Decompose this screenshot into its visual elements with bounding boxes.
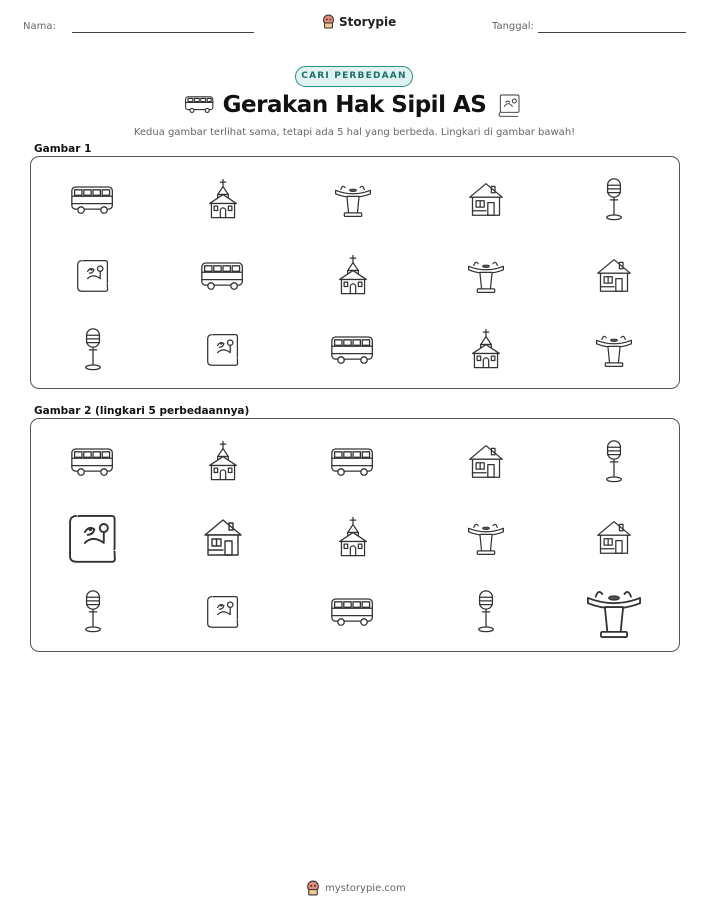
bus-icon <box>330 445 376 481</box>
church-icon <box>337 253 369 301</box>
storypie-mascot-icon <box>306 880 320 896</box>
church-icon <box>207 439 239 487</box>
church-icon <box>470 327 502 375</box>
microphone-icon <box>603 175 625 227</box>
microphone-icon <box>82 587 104 639</box>
brand-name: Storypie <box>339 14 397 29</box>
house-icon <box>468 442 504 484</box>
fountain-icon <box>584 581 644 645</box>
picture-1-panel <box>30 156 680 389</box>
name-field[interactable] <box>72 32 254 33</box>
activity-badge: CARI PERBEDAAN <box>295 66 413 87</box>
scroll-icon <box>75 256 111 298</box>
microphone-icon <box>82 325 104 377</box>
house-icon <box>596 256 632 298</box>
panel-1-label: Gambar 1 <box>34 143 92 155</box>
scroll-icon <box>496 93 522 121</box>
date-field[interactable] <box>538 32 686 33</box>
fountain-icon <box>594 329 634 373</box>
microphone-icon <box>475 587 497 639</box>
scroll-icon <box>205 592 241 634</box>
fountain-icon <box>466 517 506 561</box>
brand-logo <box>322 14 396 29</box>
church-icon <box>207 177 239 225</box>
instructions: Kedua gambar terlihat sama, tetapi ada 5 hal yang berbeda. Lingkari di gambar bawah! <box>133 127 576 138</box>
name-label: Nama: <box>23 21 56 32</box>
footer <box>306 880 406 896</box>
storypie-mascot-icon <box>322 14 335 29</box>
microphone-icon <box>603 437 625 489</box>
house-icon <box>596 518 632 560</box>
house-icon <box>203 516 243 562</box>
bus-icon <box>70 183 116 219</box>
date-label: Tanggal: <box>492 21 534 32</box>
scroll-icon <box>205 330 241 372</box>
bus-icon <box>70 445 116 481</box>
bus-icon <box>330 595 376 631</box>
fountain-icon <box>333 179 373 223</box>
panel-2-label: Gambar 2 (lingkari 5 perbedaannya) <box>34 405 250 417</box>
footer-site: mystorypie.com <box>325 882 406 894</box>
picture-2-panel[interactable] <box>30 418 680 652</box>
church-icon <box>337 515 369 563</box>
scroll-icon <box>66 509 120 570</box>
fountain-icon <box>466 255 506 299</box>
bus-icon <box>200 259 246 295</box>
house-icon <box>468 180 504 222</box>
bus-icon <box>330 333 376 369</box>
page-title: Gerakan Hak Sipil AS <box>222 92 487 118</box>
